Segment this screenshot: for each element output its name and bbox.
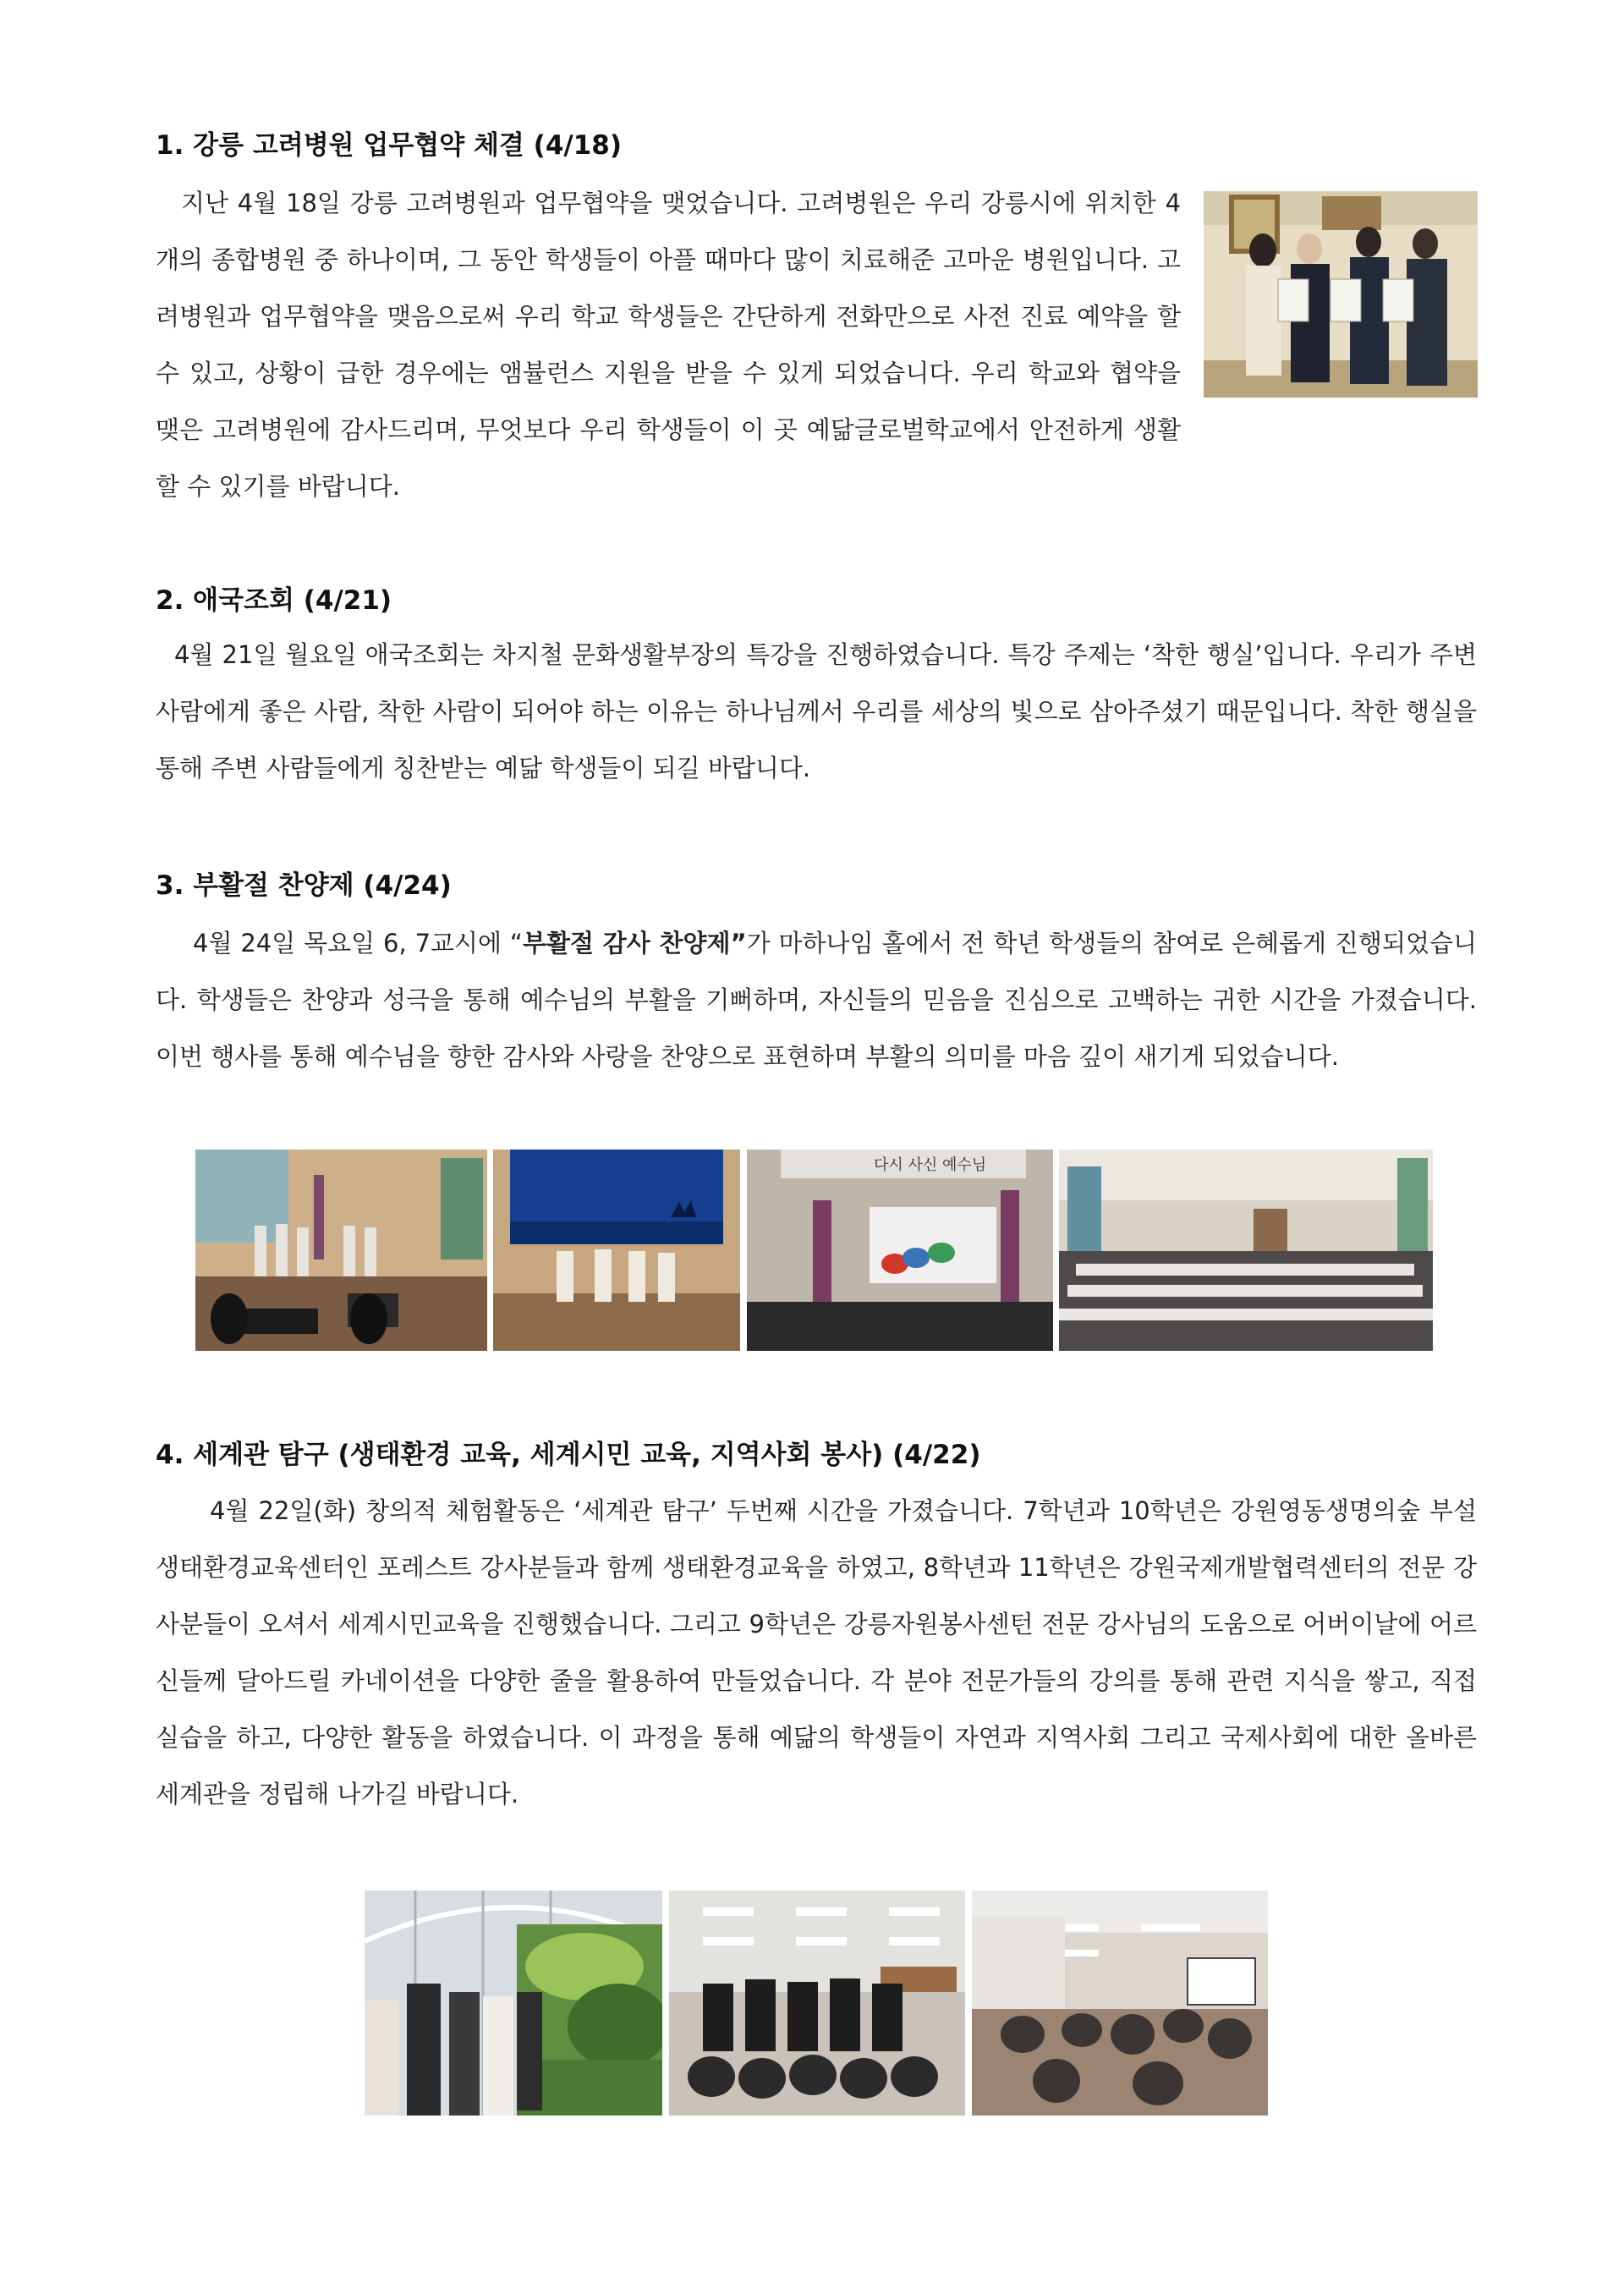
section-2-line: 4월 21일 월요일 애국조회는 차지철 문화생활부장의 특강을 진행하였습니다. 특강 주제는 ‘착한 행실’입니다.: [174, 640, 1341, 669]
section-4-line: 강릉자원봉사센턴 전문 강사님의 도움으로 어버이날에 어르신들께 달아드릴 카네이션을 다양한 줄을 활용하여: [156, 1610, 1477, 1695]
section-1-line: 학생들이 이 곳 예닮글로벌학교에서 안전하게 생활할 수 있기를 바랍니다.: [156, 415, 1181, 501]
section-3-line: 진행되었습니다. 학생들은 찬양과 성극을 통해 예수님의 부활을 기뻐하며, 자신들의 믿음을 진심으로 고백하는: [156, 929, 1478, 1014]
section-4-line: 바랍니다.: [415, 1780, 519, 1808]
section-3-title: 3. 부활절 찬양제 (4/24): [156, 870, 452, 901]
section-3-event-name: 부활절 감사 찬양제”: [522, 929, 747, 958]
section-1-line: 수 있게 되었습니다. 우리 학교와 협약을 맺은 고려병원에 감사드리며, 무엇보다 우리: [156, 359, 1182, 444]
hospital-agreement-photo: [1204, 191, 1478, 398]
section-1-title: 1. 강릉 고려병원 업무협약 체결 (4/18): [156, 130, 623, 161]
greenhouse-eco-class-photo: [365, 1891, 662, 2116]
section-4-line: 11학년은 강원국제개발협력센터의 전문 강사분들이 오셔서 세계시민교육을 진행했습니다. 그리고 9학년은: [156, 1553, 1477, 1638]
section-2-line: 때문입니다. 착한 행실을 통해 주변 사람들에게 칭찬받는 예닮 학생들이 되길 바랍니다.: [156, 697, 1477, 782]
section-4-line: 만들었습니다. 각 분야 전문가들의 강의를 통해 관련 지식을 쌓고, 직접 실습을 하고, 다양한 활동을 하였습니다.: [156, 1666, 1478, 1752]
praise-band-photo: [195, 1150, 487, 1351]
section-3-line: 4월 24일 목요일 6, 7교시에 “: [193, 929, 523, 958]
section-3-line: 귀한 시간을 가졌습니다. 이번 행사를 통해 예수님을 향한 감사와 사랑을 찬양으로 표현하며 부활의 의미를 마음: [156, 985, 1477, 1071]
section-2-title: 2. 애국조회 (4/21): [156, 585, 392, 616]
section-1-line: 고마운 병원입니다. 고려병원과 업무협약을 맺음으로써 우리 학교 학생들은 간단하게: [156, 245, 1182, 331]
section-4-line: 4월 22일(화) 창의적 체험활동은 ‘세계관 탐구’ 두번째 시간을 가졌습니다. 7학년과 10학년은: [210, 1496, 1221, 1525]
section-1-line: 전화만으로 사전 진료 예약을 할 수 있고, 상황이 급한 경우에는 앰뷸런스 지원을 받을: [156, 302, 1181, 387]
easter-service-photo: [747, 1150, 1053, 1351]
easter-play-photo: [493, 1150, 740, 1351]
section-4-line: 이 과정을 통해 예닮의 학생들이 자연과 지역사회 그리고 국제사회에 대한 올바른 세계관을 정립해 나가길: [156, 1723, 1477, 1808]
section-2-line: 우리가 주변 사람에게 좋은 사람, 착한 사람이 되어야 하는 이유는 하나님께서 우리를 세상의 빛으로 삼아주셨기: [156, 640, 1477, 726]
worship-screen-banner: 다시 사신 예수님: [874, 1156, 987, 1174]
world-citizen-class-photo: [669, 1891, 965, 2116]
section-1-paragraph: [156, 175, 1181, 515]
section-1-line: 위치한 4개의 종합병원 중 하나이며, 그 동안 학생들이 아플 때마다 많이 치료해준: [156, 189, 1182, 274]
section-4-title: 4. 세계관 탐구 (생태환경 교육, 세계시민 교육, 지역사회 봉사) (4/22): [156, 1440, 981, 1470]
volunteer-carnation-class-photo: [972, 1891, 1268, 2116]
section-3-line: 가 마하나임 홀에서 전 학년 학생들의 참여로 은혜롭게: [746, 929, 1327, 958]
chapel-audience-photo: [1059, 1150, 1433, 1351]
section-1-line: 지난 4월 18일 강릉 고려병원과 업무협약을 맺었습니다. 고려병원은 우리 강릉시에: [181, 189, 1076, 217]
section-4-paragraph: [156, 1483, 1477, 1823]
section-3-paragraph: [156, 915, 1477, 1085]
section-4-line: 강원영동생명의숲 부설 생태환경교육센터인 포레스트 강사분들과 함께 생태환경교육을 하였고, 8학년과: [156, 1496, 1478, 1582]
section-3-line: 깊이 새기게 되었습니다.: [1078, 1042, 1339, 1071]
section-2-paragraph: [156, 627, 1477, 797]
